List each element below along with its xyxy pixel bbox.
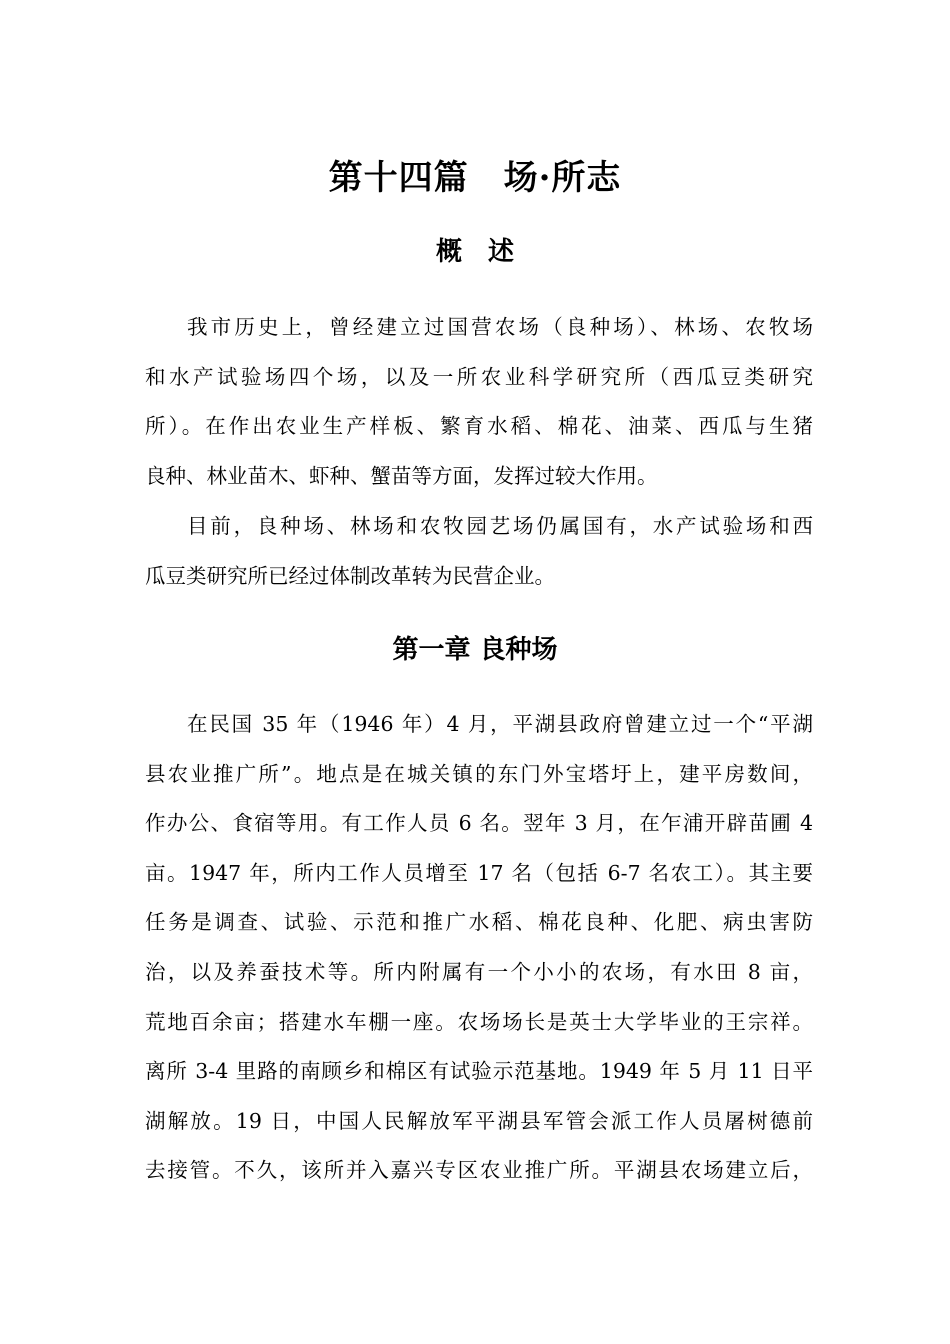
- text-line: 荒地百余亩；搭建水车棚一座。农场场长是英士大学毕业的王宗祥。: [145, 1009, 813, 1034]
- overview-paragraph-2: [145, 502, 813, 601]
- text-line: 瓜豆类研究所已经过体制改革转为民营企业。: [145, 563, 555, 588]
- text-line: 作办公、食宿等用。有工作人员 6 名。翌年 3 月，在乍浦开辟苗圃 4: [145, 811, 813, 836]
- overview-paragraph-1: [145, 303, 813, 501]
- text-line: 目前，良种场、林场和农牧园艺场仍属国有，水产试验场和西: [187, 514, 813, 538]
- chapter-title: 第一章 良种场: [392, 635, 558, 665]
- text-line: 我市历史上，曾经建立过国营农场（良种场）、林场、农牧场: [187, 315, 813, 339]
- chapter-paragraph-1: [145, 700, 813, 1196]
- text-line: 湖解放。19 日，中国人民解放军平湖县军管会派工作人员屠树德前: [145, 1108, 813, 1133]
- overview-title: 概 述: [435, 237, 514, 267]
- text-line: 县农业推广所”。地点是在城关镇的东门外宝塔圩上，建平房数间，: [145, 761, 813, 786]
- text-line: 在民国 35 年（1946 年）4 月，平湖县政府曾建立过一个“平湖: [187, 712, 813, 736]
- part-title: 第十四篇 场·所志: [328, 158, 622, 198]
- text-line: 良种、林业苗木、虾种、蟹苗等方面，发挥过较大作用。: [145, 463, 658, 488]
- text-line: 离所 3-4 里路的南顾乡和棉区有试验示范基地。1949 年 5 月 11 日平: [145, 1059, 813, 1084]
- text-line: 去接管。不久，该所并入嘉兴专区农业推广所。平湖县农场建立后，: [145, 1158, 813, 1183]
- text-line: 任务是调查、试验、示范和推广水稻、棉花良种、化肥、病虫害防: [145, 910, 813, 935]
- text-line: 治，以及养蚕技术等。所内附属有一个小小的农场，有水田 8 亩，: [145, 959, 813, 984]
- text-line: 和水产试验场四个场，以及一所农业科学研究所（西瓜豆类研究: [145, 364, 813, 389]
- text-line: 亩。1947 年，所内工作人员增至 17 名（包括 6-7 名农工）。其主要: [145, 860, 813, 885]
- text-line: 所）。在作出农业生产样板、繁育水稻、棉花、油菜、西瓜与生猪: [145, 414, 813, 439]
